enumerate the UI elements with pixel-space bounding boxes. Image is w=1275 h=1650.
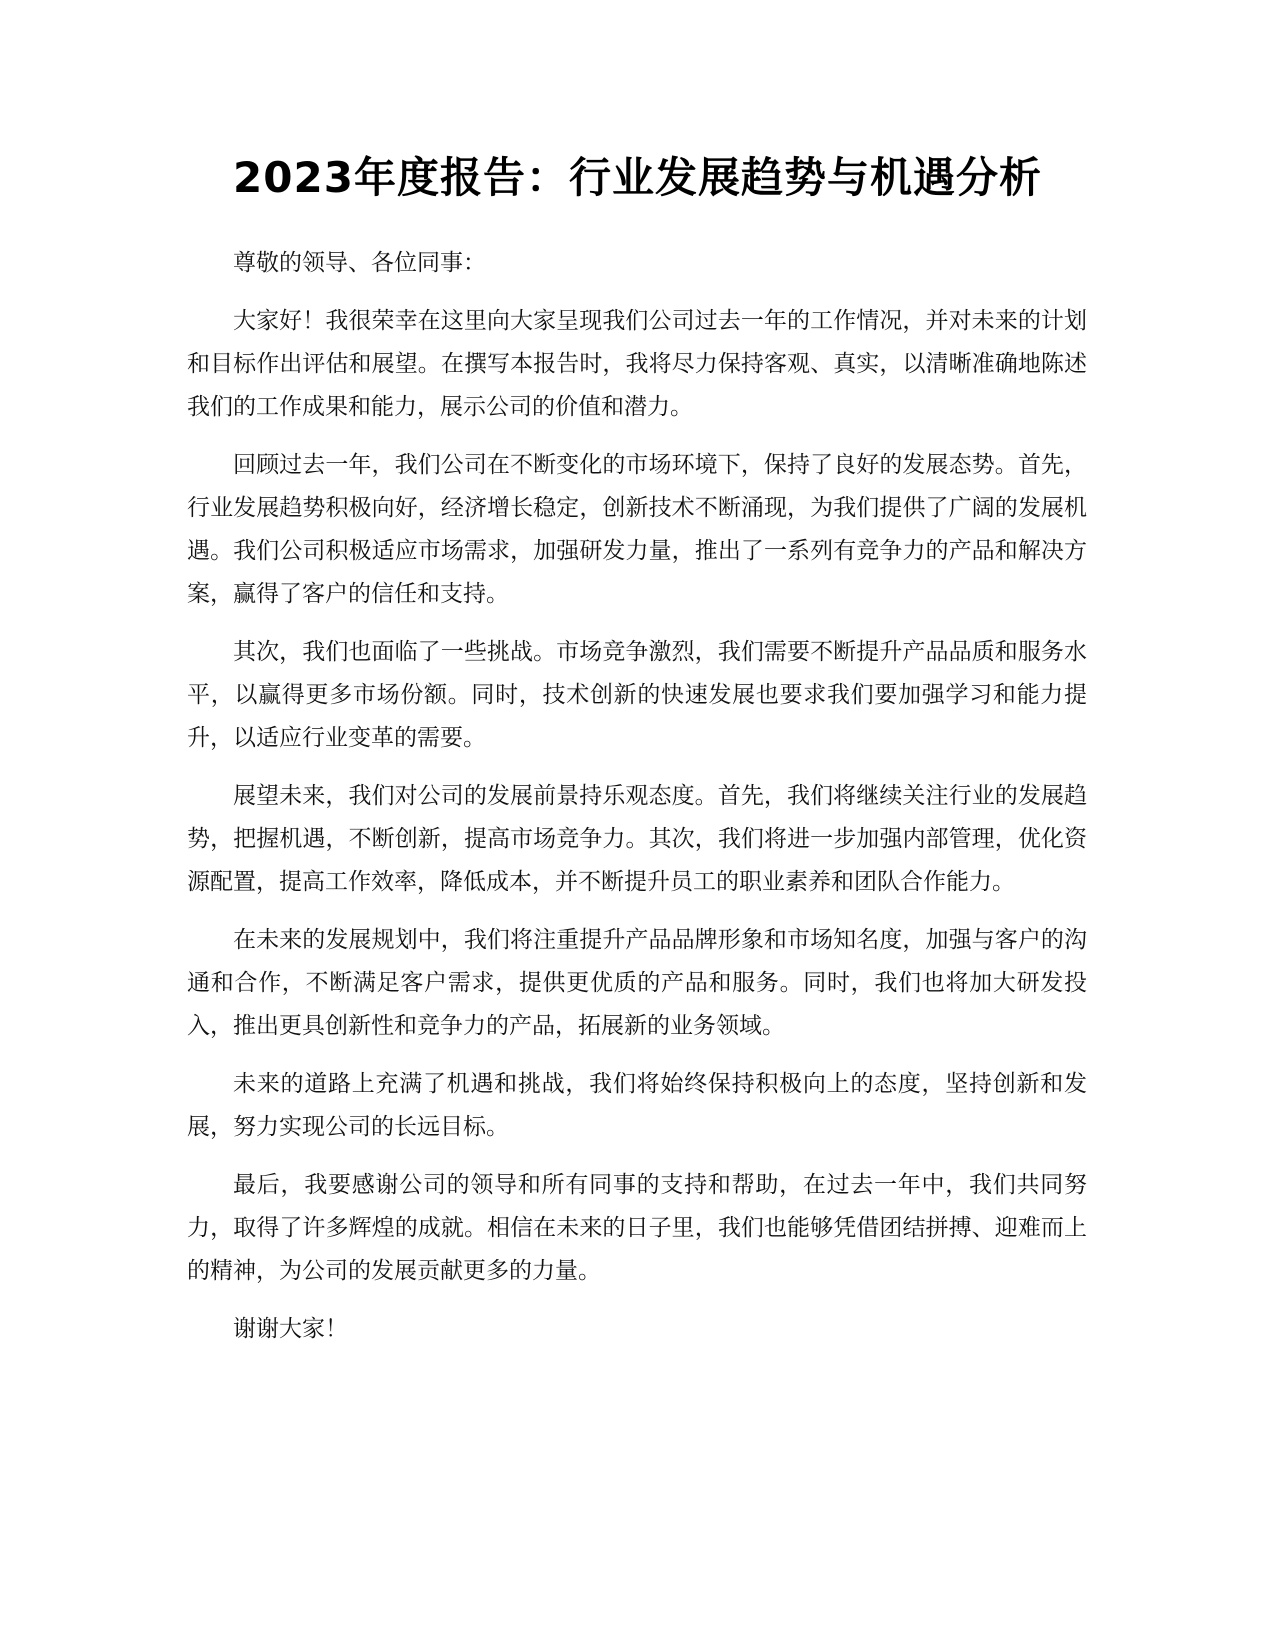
body-paragraph: 展望未来，我们对公司的发展前景持乐观态度。首先，我们将继续关注行业的发展趋势，把握机遇，不断创新，提高市场竞争力。其次，我们将进一步加强内部管理，优化资源配置，提高工作效率，降低成本，并不断提升员工的职业素养和团队合作能力。	[187, 783, 1087, 895]
body-paragraph: 最后，我要感谢公司的领导和所有同事的支持和帮助，在过去一年中，我们共同努力，取得了许多辉煌的成就。相信在未来的日子里，我们也能够凭借团结拼搏、迎难而上的精神，为公司的发展贡献更多的力量。	[187, 1172, 1087, 1284]
salutation-paragraph: 尊敬的领导、各位同事：	[233, 250, 486, 276]
body-paragraph: 未来的道路上充满了机遇和挑战，我们将始终保持积极向上的态度，坚持创新和发展，努力实现公司的长远目标。	[187, 1071, 1087, 1140]
body-paragraph: 回顾过去一年，我们公司在不断变化的市场环境下，保持了良好的发展态势。首先，行业发展趋势积极向好，经济增长稳定，创新技术不断涌现，为我们提供了广阔的发展机遇。我们公司积极适应市场需求，加强研发力量，推出了一系列有竞争力的产品和解决方案，赢得了客户的信任和支持。	[187, 452, 1087, 607]
body-paragraph: 大家好！我很荣幸在这里向大家呈现我们公司过去一年的工作情况，并对未来的计划和目标作出评估和展望。在撰写本报告时，我将尽力保持客观、真实，以清晰准确地陈述我们的工作成果和能力，展示公司的价值和潜力。	[187, 308, 1087, 420]
document-body	[187, 242, 1087, 1366]
body-paragraph: 在未来的发展规划中，我们将注重提升产品品牌形象和市场知名度，加强与客户的沟通和合作，不断满足客户需求，提供更优质的产品和服务。同时，我们也将加大研发投入，推出更具创新性和竞争力的产品，拓展新的业务领域。	[187, 927, 1087, 1039]
document-title: 2023年度报告：行业发展趋势与机遇分析	[233, 153, 1042, 202]
body-paragraph: 其次，我们也面临了一些挑战。市场竞争激烈，我们需要不断提升产品品质和服务水平，以赢得更多市场份额。同时，技术创新的快速发展也要求我们要加强学习和能力提升，以适应行业变革的需要。	[187, 639, 1087, 751]
closing-paragraph: 谢谢大家！	[233, 1316, 348, 1342]
